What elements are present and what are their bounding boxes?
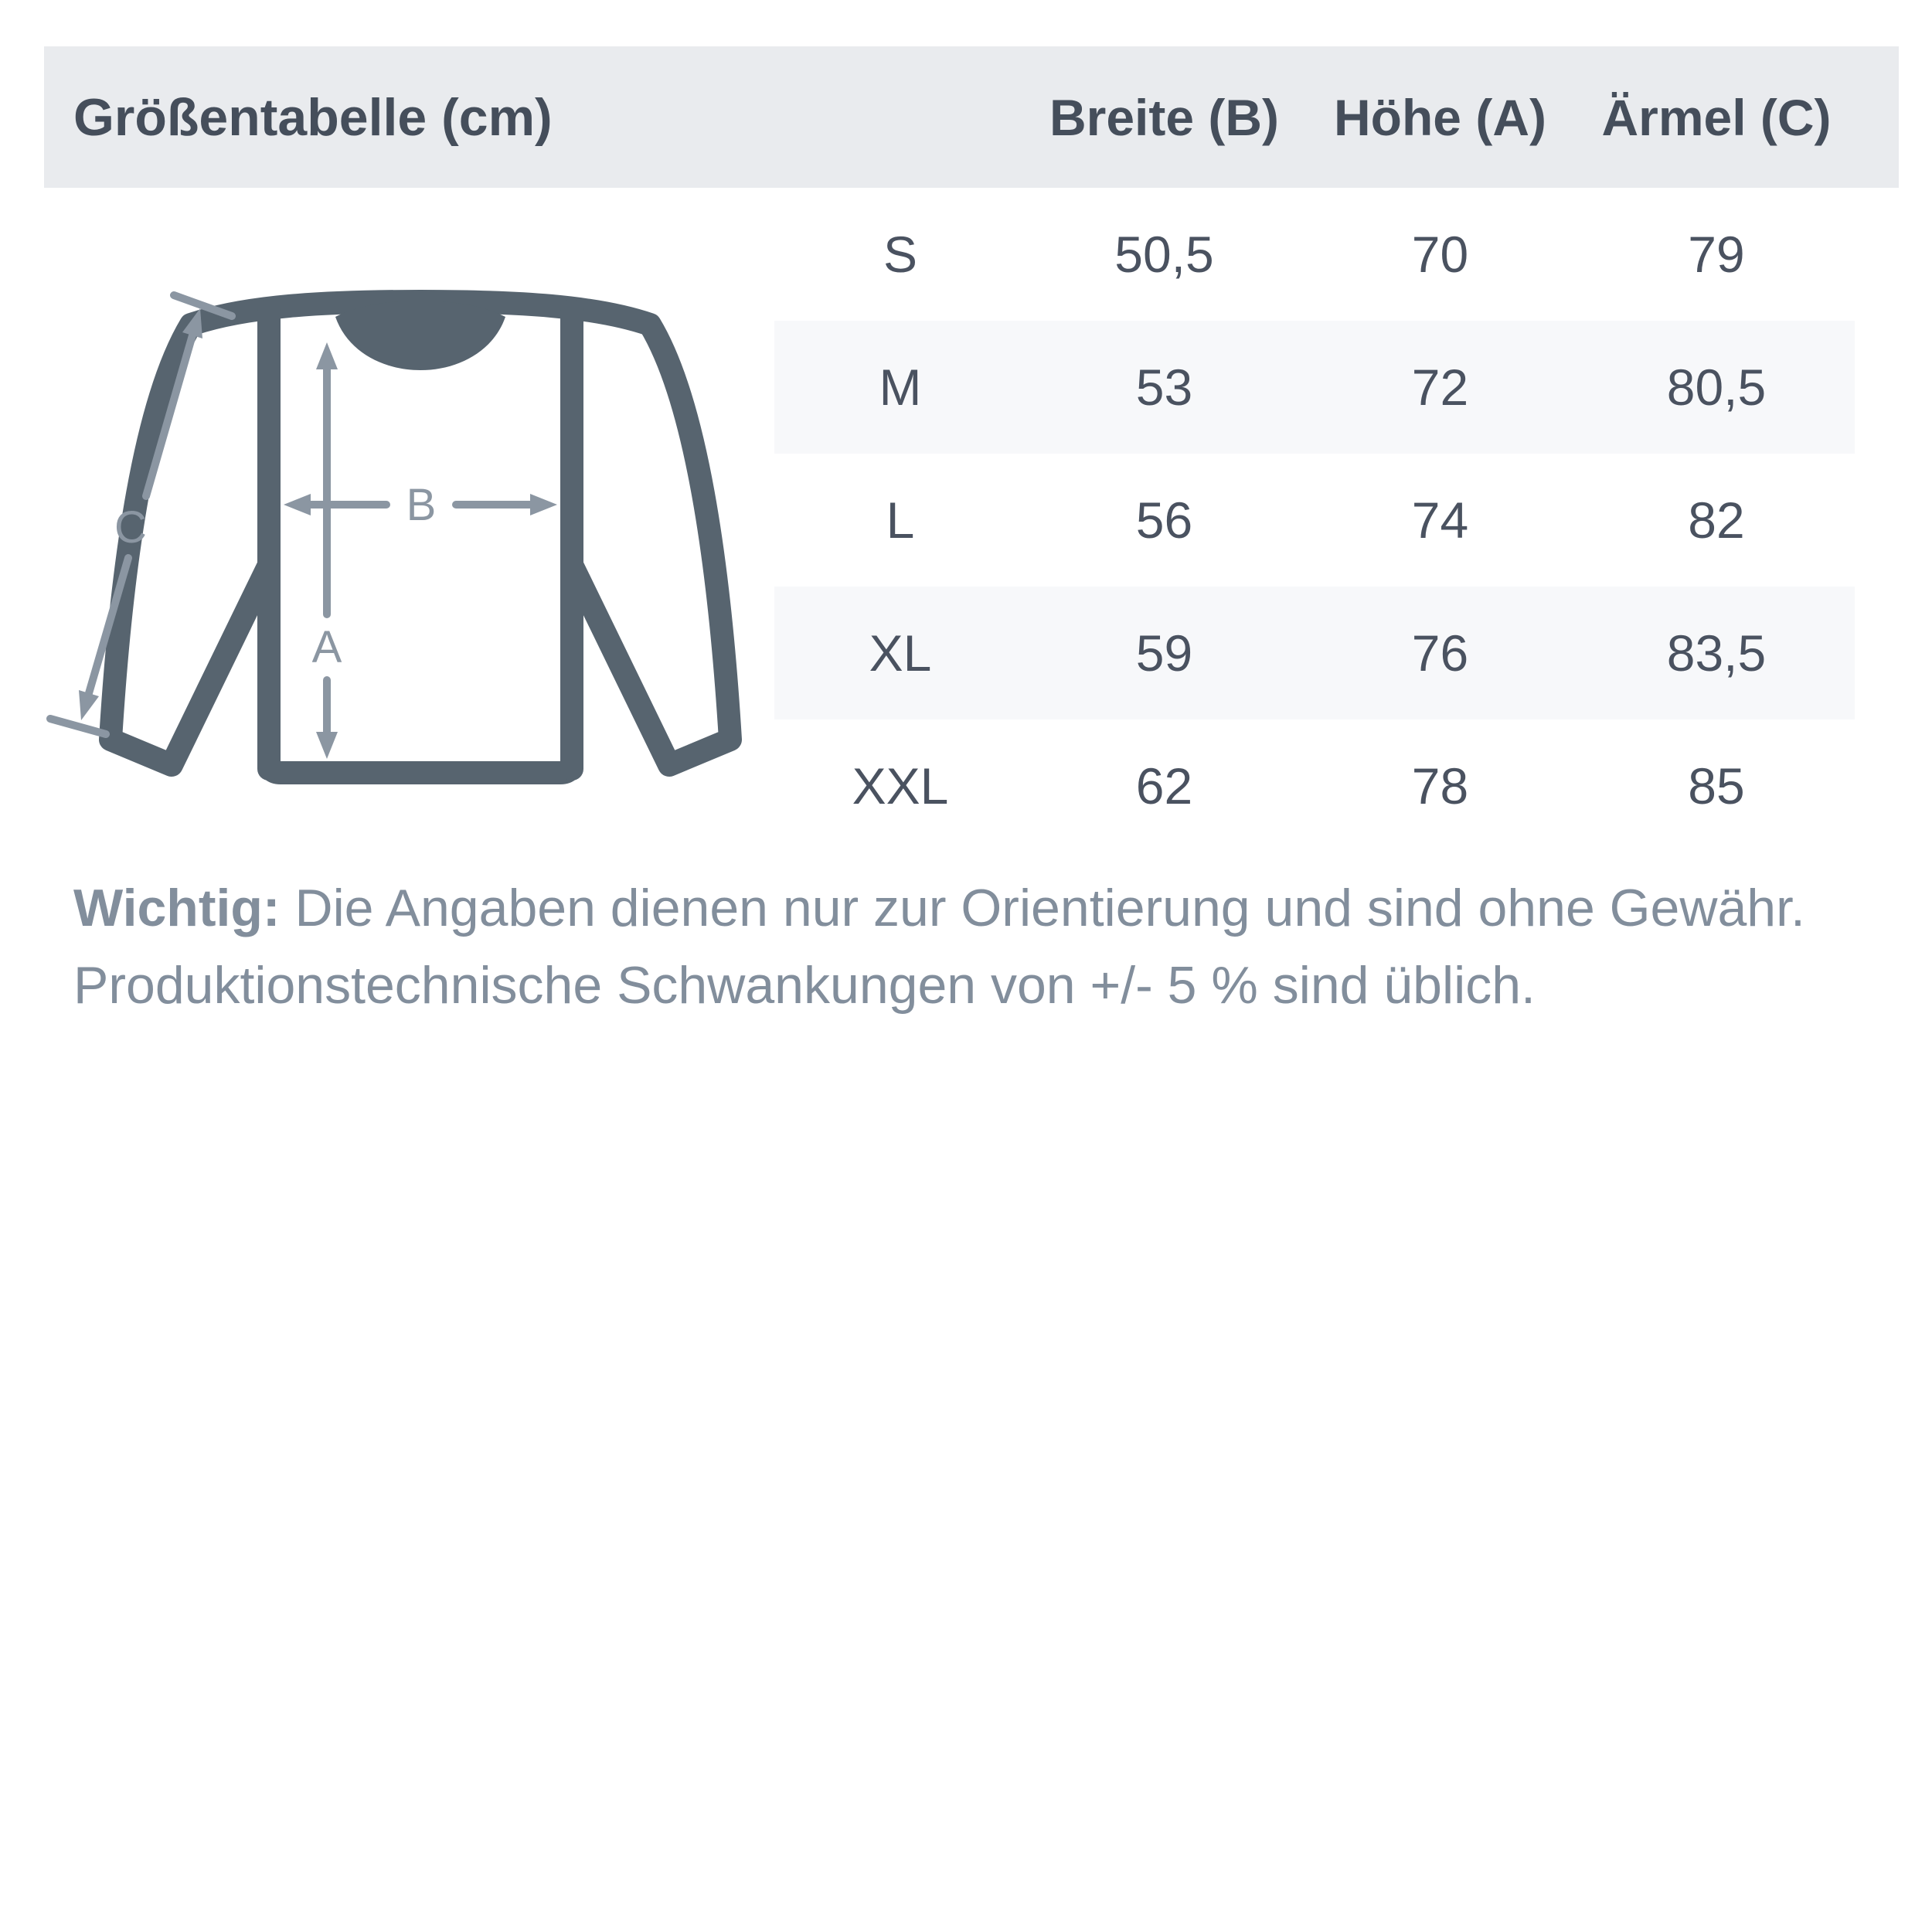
disclaimer-line-1 xyxy=(73,869,1899,947)
size-cell: XL xyxy=(869,624,932,682)
aermel-cell: 85 xyxy=(1688,757,1745,815)
label-c: C xyxy=(114,502,147,553)
size-cell: XXL xyxy=(852,757,949,815)
breite-cell: 50,5 xyxy=(1114,226,1214,283)
aermel-cell: 83,5 xyxy=(1666,624,1767,682)
disclaimer-line-2: Produktionstechnische Schwankungen von +/- 5 % sind üblich. xyxy=(73,956,1536,1015)
hoehe-cell: 76 xyxy=(1411,624,1469,682)
hoehe-cell: 78 xyxy=(1411,757,1469,815)
sweater-measurement-diagram xyxy=(44,193,770,850)
aermel-cell: 82 xyxy=(1688,492,1745,549)
hoehe-cell: 70 xyxy=(1411,226,1469,283)
column-header-aermel: Ärmel (C) xyxy=(1601,88,1832,146)
disclaimer-note xyxy=(44,869,1899,1024)
hoehe-cell: 72 xyxy=(1411,359,1469,416)
table-row-l xyxy=(774,454,1855,587)
size-cell: M xyxy=(879,359,922,416)
table-row-xl xyxy=(774,587,1855,719)
column-header-breite: Breite (B) xyxy=(1049,88,1280,146)
label-a: A xyxy=(311,622,342,672)
breite-cell: 62 xyxy=(1135,757,1193,815)
disclaimer-line-1-text: Die Angaben dienen nur zur Orientierung und sind ohne Gewähr. xyxy=(280,879,1805,937)
breite-cell: 53 xyxy=(1135,359,1193,416)
breite-cell: 59 xyxy=(1135,624,1193,682)
table-row-xxl xyxy=(774,719,1855,852)
size-chart-sheet xyxy=(44,46,1899,1024)
size-cell: S xyxy=(883,226,918,283)
sweater-diagram-svg xyxy=(44,193,770,850)
aermel-cell: 80,5 xyxy=(1666,359,1767,416)
aermel-cell: 79 xyxy=(1688,226,1745,283)
size-cell: L xyxy=(886,492,915,549)
table-row-s xyxy=(774,188,1855,321)
column-header-hoehe: Höhe (A) xyxy=(1334,88,1546,146)
table-row-m xyxy=(774,321,1855,454)
hoehe-cell: 74 xyxy=(1411,492,1469,549)
header-band xyxy=(44,46,1899,188)
page-title: Größentabelle (cm) xyxy=(73,87,553,147)
label-b: B xyxy=(406,480,437,530)
size-table xyxy=(774,188,1899,852)
breite-cell: 56 xyxy=(1135,492,1193,549)
sweater-outline-icon xyxy=(111,301,730,773)
disclaimer-bold-label: Wichtig: xyxy=(73,879,281,937)
